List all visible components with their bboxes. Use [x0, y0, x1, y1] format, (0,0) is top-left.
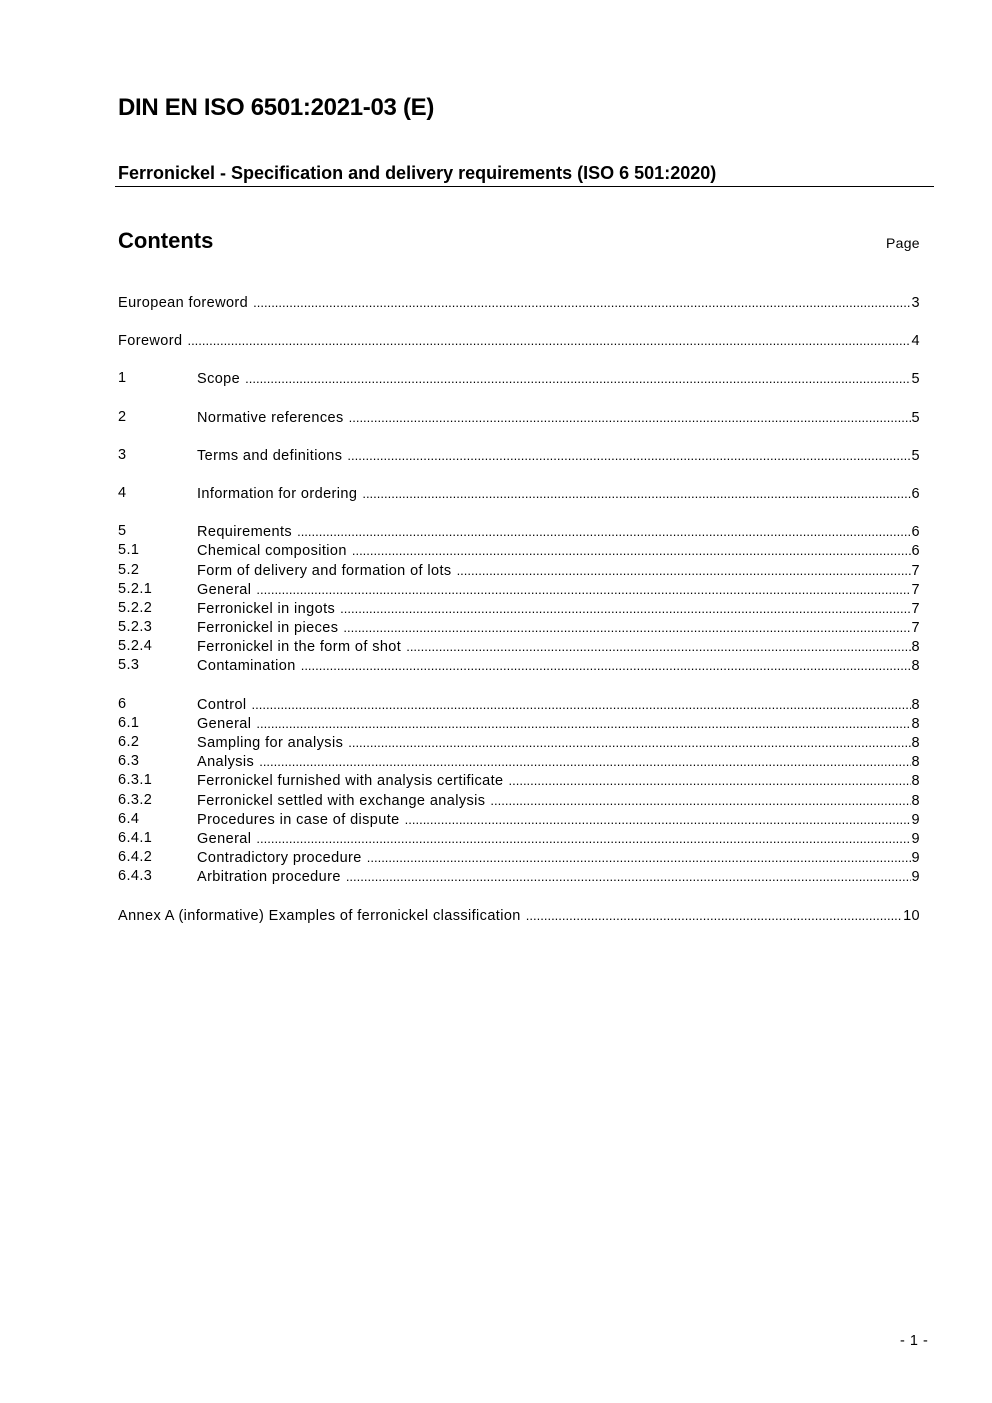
- toc-entry-page: 8: [911, 715, 920, 732]
- toc-entry-line: [197, 829, 920, 848]
- toc-dot-leader: [187, 331, 910, 350]
- document-title: DIN EN ISO 6501:2021-03 (E): [118, 94, 435, 121]
- toc-entry[interactable]: [118, 293, 920, 312]
- toc-entry-number: 6.3.1: [118, 772, 153, 789]
- toc-entry-label: Arbitration procedure: [197, 869, 341, 886]
- toc-entry-line: [197, 637, 920, 656]
- toc-entry-line: [197, 618, 920, 637]
- toc-entry[interactable]: [118, 331, 920, 350]
- toc-entry-page: 8: [911, 735, 920, 751]
- toc-entry-label: Information for ordering: [197, 485, 358, 502]
- toc-entry[interactable]: [118, 369, 920, 388]
- toc-dot-leader: [526, 906, 902, 925]
- toc-entry-line: [118, 906, 920, 925]
- toc-entry-page: 7: [911, 562, 920, 579]
- toc-entry-number: 6.4.1: [118, 829, 153, 846]
- toc-entry-label: Normative references: [197, 409, 344, 426]
- toc-entry-line: [197, 580, 920, 599]
- header-rule: [115, 186, 934, 187]
- toc-dot-leader: [256, 580, 910, 599]
- toc-entry[interactable]: [118, 771, 920, 790]
- toc-dot-leader: [405, 810, 911, 829]
- toc-entry[interactable]: [118, 695, 920, 714]
- toc-dot-leader: [253, 293, 910, 312]
- toc-entry[interactable]: [118, 656, 920, 675]
- toc-dot-leader: [490, 791, 910, 810]
- toc-entry-label: General: [197, 581, 252, 598]
- toc-dot-leader: [349, 408, 911, 427]
- toc-entry[interactable]: [118, 867, 920, 886]
- toc-entry-page: 8: [911, 773, 920, 790]
- toc-entry-label: General: [197, 830, 252, 847]
- toc-entry-number: 6.4: [118, 810, 140, 827]
- toc-entry-label: Sampling for analysis: [197, 735, 344, 751]
- toc-entry-page: 8: [911, 658, 920, 675]
- toc-dot-leader: [256, 829, 910, 848]
- toc-entry-line: [197, 599, 920, 618]
- toc-entry-line: [197, 408, 920, 427]
- toc-entry-line: [197, 810, 920, 829]
- toc-entry-page: 3: [911, 295, 920, 311]
- toc-entry-number: 4: [118, 484, 127, 501]
- toc-entry[interactable]: [118, 580, 920, 599]
- toc-entry[interactable]: [118, 541, 920, 560]
- toc-entry-page: 8: [911, 754, 920, 771]
- toc-entry[interactable]: [118, 618, 920, 637]
- toc-entry-page: 5: [911, 371, 920, 388]
- toc-entry-line: [197, 541, 920, 560]
- toc-entry-line: [197, 771, 920, 790]
- toc-entry-number: 6.3.2: [118, 791, 153, 808]
- toc-entry-number: 6.1: [118, 714, 140, 731]
- toc-entry-page: 6: [911, 524, 920, 541]
- toc-dot-leader: [348, 733, 910, 752]
- toc-entry-label: European foreword: [118, 295, 249, 311]
- toc-entry-line: [118, 293, 920, 312]
- toc-entry-label: Contamination: [197, 658, 296, 675]
- toc-entry-page: 5: [911, 409, 920, 426]
- toc-entry-number: 5: [118, 523, 127, 540]
- toc-entry-label: Terms and definitions: [197, 447, 343, 464]
- toc-entry-line: [197, 733, 920, 752]
- toc-entry-line: [197, 561, 920, 580]
- toc-dot-leader: [301, 656, 911, 675]
- toc-entry-number: 6.3: [118, 753, 140, 770]
- toc-entry-page: 7: [911, 600, 920, 617]
- toc-entry-page: 7: [911, 620, 920, 637]
- page-number: - 1 -: [900, 1333, 929, 1349]
- toc-entry-label: Chemical composition: [197, 543, 347, 560]
- toc-entry-number: 6: [118, 695, 127, 712]
- toc-dot-leader: [297, 522, 910, 541]
- document-subtitle: Ferronickel - Specification and delivery requirements (ISO 6 501:2020): [118, 163, 717, 183]
- toc-entry-label: Ferronickel in the form of shot: [197, 639, 402, 656]
- toc-entry-page: 9: [911, 830, 920, 847]
- toc-entry-page: 8: [911, 639, 920, 656]
- toc-entry-label: Ferronickel in ingots: [197, 600, 336, 617]
- toc-entry[interactable]: [118, 599, 920, 618]
- toc-entry-page: 9: [911, 811, 920, 828]
- toc-entry-line: [197, 656, 920, 675]
- toc-entry[interactable]: [118, 714, 920, 733]
- toc-entry[interactable]: [118, 752, 920, 771]
- toc-entry-label: Analysis: [197, 754, 255, 771]
- toc-entry-label: Form of delivery and formation of lots: [197, 562, 452, 579]
- toc-entry[interactable]: [118, 522, 920, 541]
- toc-entry-label: General: [197, 715, 252, 732]
- toc-entry[interactable]: [118, 810, 920, 829]
- toc-dot-leader: [245, 369, 910, 388]
- contents-heading: Contents: [118, 228, 214, 253]
- toc-entry-label: Ferronickel settled with exchange analysis: [197, 792, 486, 809]
- toc-entry-page: 4: [911, 333, 920, 350]
- toc-dot-leader: [347, 446, 910, 465]
- toc-entry-number: 5.2.2: [118, 599, 153, 616]
- toc-dot-leader: [346, 867, 911, 886]
- toc-entry-line: [197, 752, 920, 771]
- toc-entry-line: [197, 484, 920, 503]
- toc-entry-label: Scope: [197, 371, 241, 388]
- toc-entry[interactable]: [118, 848, 920, 867]
- toc-dot-leader: [340, 599, 910, 618]
- toc-entry-number: 5.2.3: [118, 619, 153, 636]
- toc-entry-number: 5.2.1: [118, 580, 153, 597]
- toc-dot-leader: [406, 637, 910, 656]
- toc-entry-number: 5.2.4: [118, 638, 153, 655]
- toc-entry-number: 5.3: [118, 657, 140, 674]
- toc-entry[interactable]: [118, 446, 920, 465]
- toc-entry[interactable]: [118, 637, 920, 656]
- toc-entry-line: [197, 446, 920, 465]
- toc-entry-label: Ferronickel furnished with analysis certificate: [197, 773, 504, 790]
- toc-dot-leader: [343, 618, 910, 637]
- toc-entry-label: Procedures in case of dispute: [197, 811, 400, 828]
- toc-entry-page: 6: [911, 485, 920, 502]
- toc-dot-leader: [352, 541, 911, 560]
- toc-entry-line: [197, 369, 920, 388]
- table-of-contents: [118, 293, 920, 925]
- toc-dot-leader: [256, 714, 910, 733]
- toc-dot-leader: [259, 752, 910, 771]
- toc-entry-label: Annex A (informative) Examples of ferronickel classification: [118, 907, 521, 924]
- toc-entry-line: [197, 791, 920, 810]
- toc-entry-page: 8: [911, 696, 920, 713]
- toc-dot-leader: [367, 848, 911, 867]
- toc-dot-leader: [457, 561, 911, 580]
- toc-entry-label: Foreword: [118, 333, 183, 350]
- toc-entry[interactable]: [118, 829, 920, 848]
- toc-entry[interactable]: [118, 408, 920, 427]
- toc-entry-label: Requirements: [197, 524, 293, 541]
- toc-entry-line: [197, 867, 920, 886]
- toc-entry-label: Control: [197, 696, 247, 713]
- toc-entry-number: 1: [118, 370, 127, 387]
- toc-entry-line: [118, 331, 920, 350]
- toc-entry[interactable]: [118, 484, 920, 503]
- toc-entry[interactable]: [118, 561, 920, 580]
- toc-entry-number: 5.2: [118, 561, 140, 578]
- toc-entry-page: 7: [911, 581, 920, 598]
- page-column-label: Page: [886, 235, 920, 251]
- toc-entry[interactable]: [118, 733, 920, 752]
- toc-entry-label: Contradictory procedure: [197, 850, 362, 867]
- toc-entry-line: [197, 848, 920, 867]
- toc-entry[interactable]: [118, 906, 920, 925]
- toc-entry-number: 2: [118, 408, 127, 425]
- toc-entry[interactable]: [118, 791, 920, 810]
- toc-entry-page: 10: [903, 907, 920, 924]
- toc-dot-leader: [362, 484, 910, 503]
- toc-dot-leader: [509, 771, 911, 790]
- toc-entry-number: 3: [118, 446, 127, 463]
- toc-entry-number: 5.1: [118, 542, 140, 559]
- toc-entry-page: 8: [911, 792, 920, 809]
- toc-entry-number: 6.4.3: [118, 868, 153, 885]
- toc-entry-label: Ferronickel in pieces: [197, 620, 339, 637]
- toc-dot-leader: [252, 695, 911, 714]
- toc-entry-page: 9: [911, 850, 920, 867]
- toc-entry-number: 6.2: [118, 734, 140, 750]
- toc-entry-number: 6.4.2: [118, 849, 153, 866]
- toc-entry-page: 6: [911, 543, 920, 560]
- toc-entry-line: [197, 714, 920, 733]
- toc-entry-page: 9: [911, 869, 920, 886]
- toc-entry-line: [197, 695, 920, 714]
- toc-entry-page: 5: [911, 447, 920, 464]
- toc-entry-line: [197, 522, 920, 541]
